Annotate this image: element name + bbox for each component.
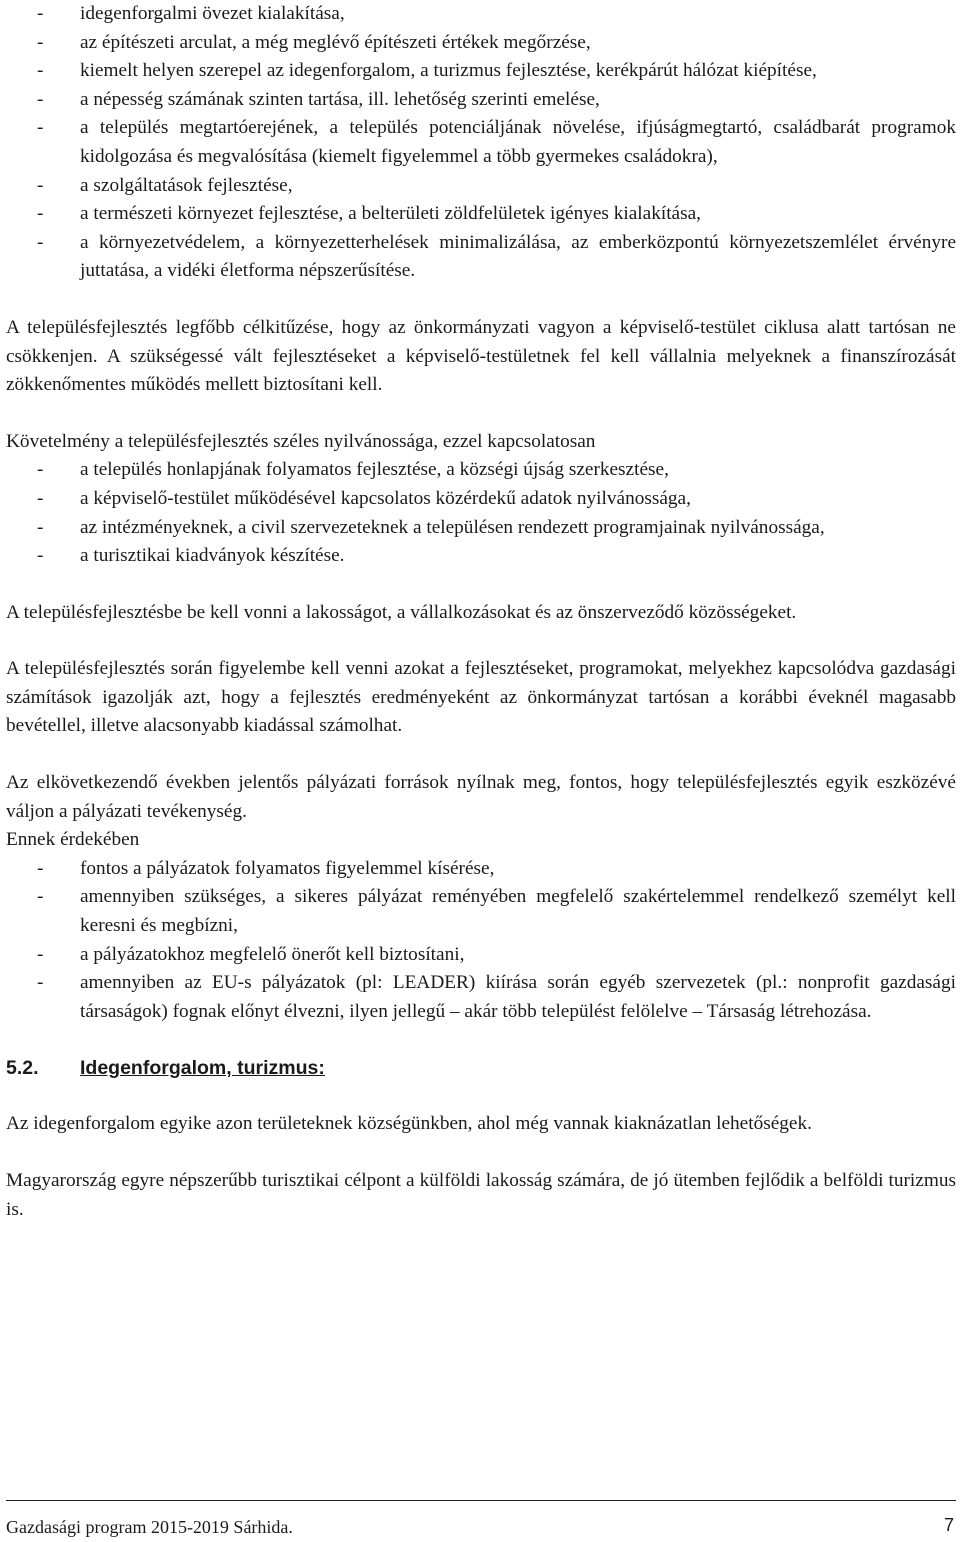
list-item: - a település honlapjának folyamatos fejlesztése, a községi újság szerkesztése, <box>6 456 956 485</box>
document-page <box>6 0 956 1224</box>
dash-bullet: - <box>37 459 44 481</box>
intro-bullet-list <box>6 0 956 286</box>
dash-bullet: - <box>37 487 44 509</box>
page-footer <box>6 1500 956 1542</box>
list-item: - fontos a pályázatok folyamatos figyelemmel kísérése, <box>6 855 956 884</box>
section-number: 5.2. <box>6 1057 39 1080</box>
paragraph-considerations: A településfejlesztés során figyelembe kell venni azokat a fejlesztéseket, programokat, melyekhez kapcsolódva gazdasági számítások igazolják azt, hogy a fejlesztés eredményeként az önkormányzat tartósan a korábbi éveknél magasabb bevétellel, illetve alacsonyabb kiadással számolhat. <box>6 658 956 737</box>
list-item: - a képviselő-testület működésével kapcsolatos közérdekű adatok nyilvánossága, <box>6 485 956 514</box>
paragraph-involvement: A településfejlesztésbe be kell vonni a lakosságot, a vállalkozásokat és az önszerveződő közösségeket. <box>6 601 797 623</box>
dash-bullet: - <box>37 203 44 225</box>
list-item: - a környezetvédelem, a környezetterhelések minimalizálása, az emberközpontú környezetszemlélet érvényre juttatása, a vidéki életforma népszerűsítése. <box>6 229 956 286</box>
paragraph-tenders-intro: Ennek érdekében <box>6 829 140 851</box>
list-item: - a település megtartóerejének, a település potenciáljának növelése, ifjúságmegtartó, családbarát programok kidolgozása és megvalósítása (kiemelt figyelemmel a több gyermekes családokra), <box>6 114 956 171</box>
dash-bullet: - <box>37 972 44 994</box>
list-item: - az intézményeknek, a civil szervezeteknek a településen rendezett programjainak nyilvánossága, <box>6 514 956 543</box>
list-item: - amennyiben az EU-s pályázatok (pl: LEADER) kiírása során egyéb szervezetek (pl.: nonprofit gazdasági társaságok) fognak előnyt élvezni, ilyen jellegű – akár több települést felölelve – Társaság létrehozása. <box>6 969 956 1026</box>
paragraph-tourism-potential: Az idegenforgalom egyike azon területeknek községünkben, ahol még vannak kiaknázatlan lehetőségek. <box>6 1113 812 1135</box>
section-title: Idegenforgalom, turizmus: <box>80 1057 325 1080</box>
paragraph-tenders: Az elkövetkezendő években jelentős pályázati források nyílnak meg, fontos, hogy településfejlesztés egyik eszközévé váljon a pályázati tevékenység. <box>6 772 956 822</box>
dash-bullet: - <box>37 174 44 196</box>
page-number: 7 <box>943 1515 954 1535</box>
list-item: - a természeti környezet fejlesztése, a belterületi zöldfelületek igényes kialakítása, <box>6 200 956 229</box>
list-item: - amennyiben szükséges, a sikeres pályázat reményében megfelelő szakértelemmel rendelkező személyt kell keresni és megbízni, <box>6 883 956 940</box>
dash-bullet: - <box>37 231 44 253</box>
dash-bullet: - <box>37 3 44 24</box>
paragraph-tourism-trend: Magyarország egyre népszerűbb turisztikai célpont a külföldi lakosság számára, de jó ütemben fejlődik a belföldi turizmus is. <box>6 1170 956 1220</box>
dash-bullet: - <box>37 943 44 965</box>
dash-bullet: - <box>37 31 44 53</box>
dash-bullet: - <box>37 516 44 538</box>
list-item: - idegenforgalmi övezet kialakítása, <box>6 0 956 29</box>
list-item: - az építészeti arculat, a még meglévő építészeti értékek megőrzése, <box>6 29 956 58</box>
list-item: - a népesség számának szinten tartása, ill. lehetőség szerinti emelése, <box>6 86 956 115</box>
dash-bullet: - <box>37 857 44 879</box>
footer-text: Gazdasági program 2015-2019 Sárhida. <box>6 1517 293 1537</box>
dash-bullet: - <box>37 60 44 82</box>
list-item: - kiemelt helyen szerepel az idegenforgalom, a turizmus fejlesztése, kerékpárút hálózat kiépítése, <box>6 57 956 86</box>
paragraph-publicity-intro: Követelmény a településfejlesztés széles nyilvánossága, ezzel kapcsolatosan <box>6 430 596 452</box>
tenders-bullet-list <box>6 855 956 1027</box>
list-item: - a pályázatokhoz megfelelő önerőt kell biztosítani, <box>6 941 956 970</box>
list-item: - a szolgáltatások fejlesztése, <box>6 172 956 201</box>
publicity-bullet-list <box>6 456 956 570</box>
section-heading <box>6 1054 956 1082</box>
dash-bullet: - <box>37 545 44 567</box>
dash-bullet: - <box>37 117 44 139</box>
paragraph-goals: A településfejlesztés legfőbb célkitűzése, hogy az önkormányzati vagyon a képviselő-testület ciklusa alatt tartósan ne csökkenjen. A szükségessé vált fejlesztéseket a képviselő-testületnek fel kell vállalnia melyeknek a finanszírozását zökkenőmentes működés mellett biztosítani kell. <box>6 316 956 396</box>
dash-bullet: - <box>37 88 44 110</box>
list-item: - a turisztikai kiadványok készítése. <box>6 542 956 571</box>
dash-bullet: - <box>37 886 44 908</box>
